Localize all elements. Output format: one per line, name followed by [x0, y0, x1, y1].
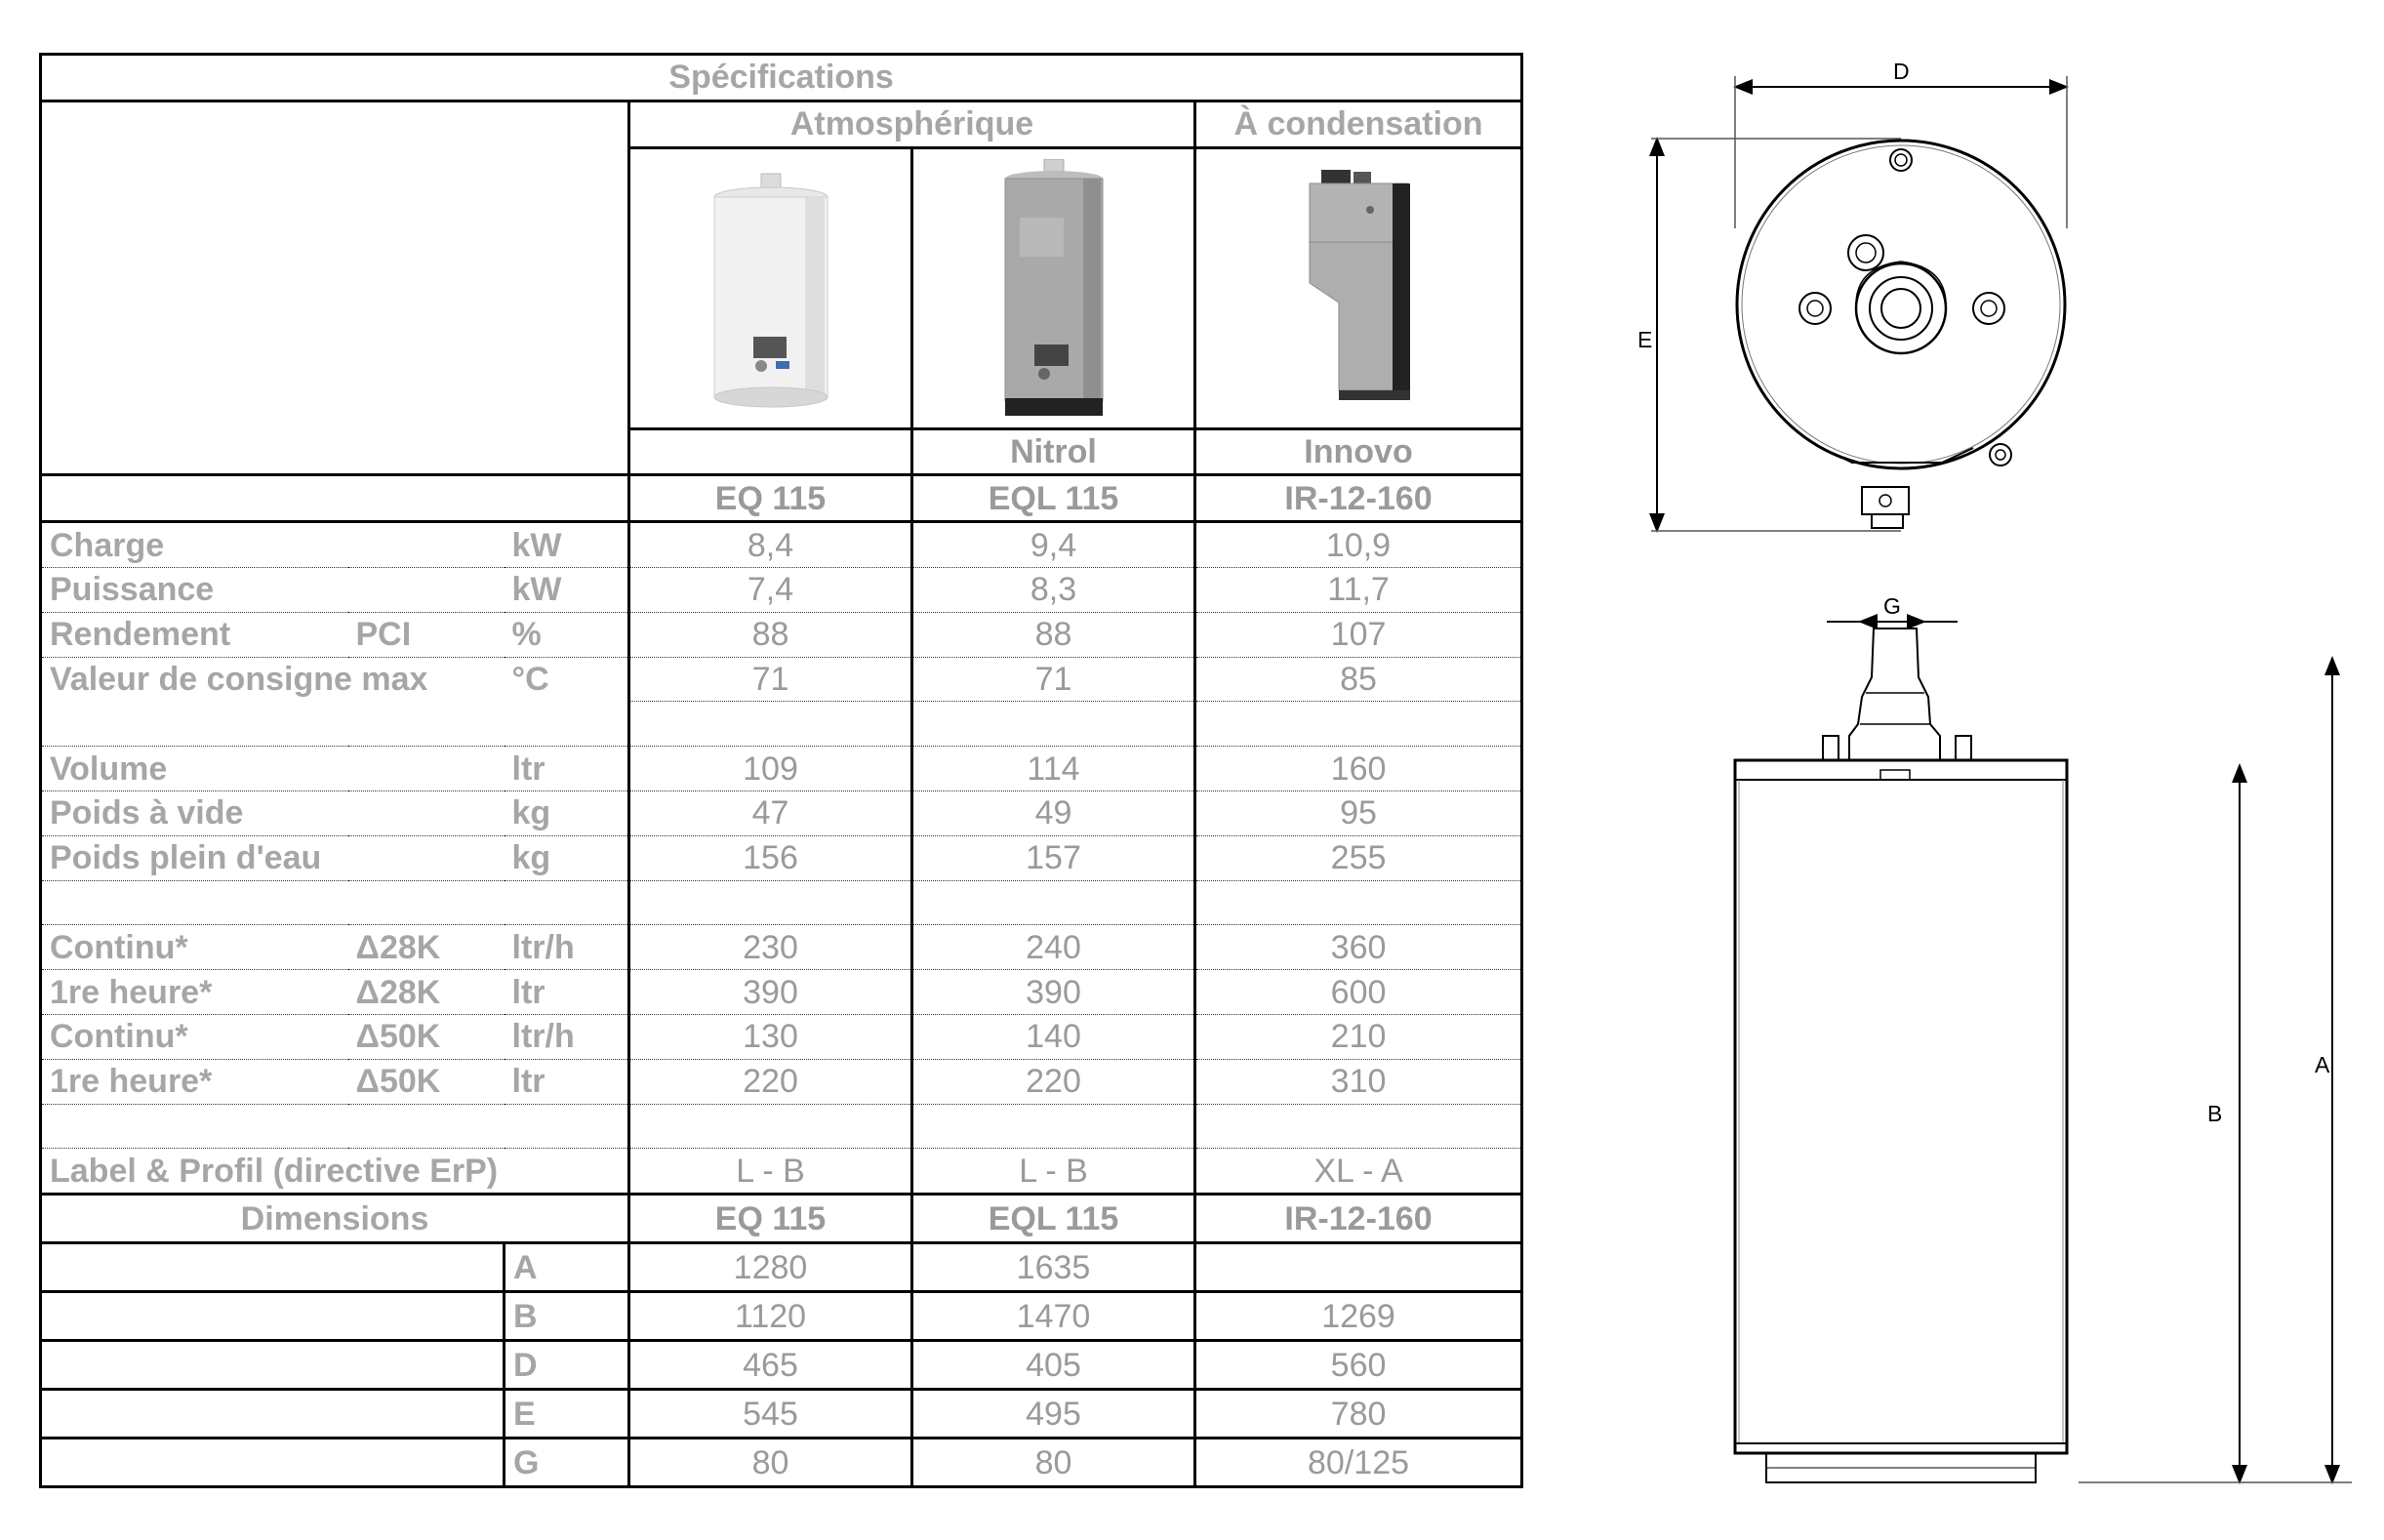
spacer [912, 880, 1195, 925]
row-value: 390 [912, 970, 1195, 1015]
spec-row [41, 612, 1522, 657]
spec-row [41, 1059, 1522, 1104]
specifications-table [39, 53, 1523, 1488]
dim-label-d: D [1893, 59, 1910, 84]
row-label: 1re heure* [41, 1059, 348, 1104]
spacer [41, 1104, 629, 1149]
dim-key: B [505, 1292, 629, 1341]
row-value: 600 [1195, 970, 1522, 1015]
dim-value: 80/125 [1195, 1439, 1522, 1487]
row-label: Puissance [41, 567, 348, 612]
spacer [629, 702, 912, 747]
row-label: Poids à vide [41, 790, 348, 835]
row-sub: PCI [348, 612, 505, 657]
row-value: 230 [629, 925, 912, 970]
brand-eql115: Nitrol [912, 428, 1195, 475]
spec-row [41, 790, 1522, 835]
spec-row [41, 747, 1522, 791]
dimension-row [41, 1390, 1522, 1439]
dim-blank [41, 1390, 505, 1439]
row-value: 114 [912, 747, 1195, 791]
dim-model: EQL 115 [912, 1195, 1195, 1243]
technical-drawings [1610, 53, 2371, 1497]
model-row [41, 475, 1522, 522]
row-label: Charge [41, 522, 348, 568]
label-profile-value: L - B [629, 1149, 912, 1195]
row-value: 130 [629, 1014, 912, 1059]
group-condensing: À condensation [1195, 101, 1522, 147]
product-image-eql115 [912, 147, 1195, 428]
dimension-row [41, 1292, 1522, 1341]
row-value: 220 [912, 1059, 1195, 1104]
dimensions-header-row [41, 1195, 1522, 1243]
label-profile-value: L - B [912, 1149, 1195, 1195]
row-label: Continu* [41, 925, 348, 970]
model-row-label [41, 475, 629, 522]
dimension-row [41, 1439, 1522, 1487]
spacer [912, 702, 1195, 747]
spacer [1195, 702, 1522, 747]
row-value: 11,7 [1195, 567, 1522, 612]
row-value: 360 [1195, 925, 1522, 970]
spacer [1195, 1104, 1522, 1149]
dim-blank [41, 1341, 505, 1390]
row-sub: Δ28K [348, 925, 505, 970]
row-label: Rendement [41, 612, 348, 657]
group-atmospheric: Atmosphérique [629, 101, 1195, 147]
row-value: 47 [629, 790, 912, 835]
label-profile-row [41, 1149, 1522, 1195]
dim-value: 780 [1195, 1390, 1522, 1439]
row-value: 88 [629, 612, 912, 657]
row-value: 71 [629, 657, 912, 702]
dim-value: 545 [629, 1390, 912, 1439]
row-value: 240 [912, 925, 1195, 970]
row-label: Poids plein d'eau [41, 835, 505, 880]
dimension-row [41, 1243, 1522, 1292]
row-value: 310 [1195, 1059, 1522, 1104]
label-profile-value: XL - A [1195, 1149, 1522, 1195]
row-label: Volume [41, 747, 348, 791]
product-image-ir12160 [1195, 147, 1522, 428]
spacer [629, 880, 912, 925]
dim-label-b: B [2207, 1101, 2223, 1126]
row-unit: °C [511, 661, 549, 699]
row-unit: ltr [505, 1059, 629, 1104]
row-unit: % [505, 612, 629, 657]
dim-key: D [505, 1341, 629, 1390]
label-profile-label: Label & Profil (directive ErP) [41, 1149, 629, 1195]
row-label: Continu* [41, 1014, 348, 1059]
dim-blank [41, 1243, 505, 1292]
row-value: 157 [912, 835, 1195, 880]
row-unit: ltr [505, 970, 629, 1015]
spacer [629, 1104, 912, 1149]
model-eq115: EQ 115 [629, 475, 912, 522]
dim-label-a: A [2315, 1052, 2330, 1077]
row-sub [348, 522, 505, 568]
spacer-row [41, 1104, 1522, 1149]
water-heater-grey-image [1000, 159, 1108, 418]
row-value: 8,3 [912, 567, 1195, 612]
row-value: 8,4 [629, 522, 912, 568]
row-value: 88 [912, 612, 1195, 657]
dim-model: EQ 115 [629, 1195, 912, 1243]
model-ir12160: IR-12-160 [1195, 475, 1522, 522]
row-value: 390 [629, 970, 912, 1015]
dim-key: A [505, 1243, 629, 1292]
water-heater-condensing-image [1300, 166, 1417, 410]
brand-ir12160: Innovo [1195, 428, 1522, 475]
row-unit: kW [505, 567, 629, 612]
row-sub: Δ50K [348, 1014, 505, 1059]
dim-value: 1120 [629, 1292, 912, 1341]
row-unit: ltr/h [505, 1014, 629, 1059]
dim-value [1195, 1243, 1522, 1292]
spacer-row [41, 880, 1522, 925]
dim-value: 1269 [1195, 1292, 1522, 1341]
row-label: Valeur de consigne max [50, 661, 428, 699]
row-value: 156 [629, 835, 912, 880]
row-value: 140 [912, 1014, 1195, 1059]
row-value: 10,9 [1195, 522, 1522, 568]
dim-model: IR-12-160 [1195, 1195, 1522, 1243]
row-unit: kg [505, 790, 629, 835]
dim-value: 495 [912, 1390, 1195, 1439]
spec-row [41, 925, 1522, 970]
top-view-drawing [1637, 59, 2067, 531]
spec-row [41, 970, 1522, 1015]
row-value: 109 [629, 747, 912, 791]
row-value: 7,4 [629, 567, 912, 612]
spec-row [41, 657, 1522, 702]
dim-key: G [513, 1443, 540, 1481]
row-value: 160 [1195, 747, 1522, 791]
dim-value: 1470 [912, 1292, 1195, 1341]
dim-value: 405 [912, 1341, 1195, 1390]
spacer-row [41, 702, 1522, 747]
brand-eq115 [629, 428, 912, 475]
spec-row [41, 522, 1522, 568]
title-row [41, 55, 1522, 101]
table-title: Spécifications [41, 55, 1522, 101]
row-sub [348, 790, 505, 835]
spec-row [41, 1014, 1522, 1059]
row-value: 9,4 [912, 522, 1195, 568]
dim-value: 1280 [629, 1243, 912, 1292]
spacer [912, 1104, 1195, 1149]
dimensions-title: Dimensions [41, 1195, 629, 1243]
row-value: 255 [1195, 835, 1522, 880]
side-view-drawing [1735, 593, 2352, 1482]
dim-label-g: G [1883, 593, 1901, 619]
dim-value: 465 [629, 1341, 912, 1390]
row-unit: kg [505, 835, 629, 880]
row-value: 71 [912, 657, 1195, 702]
dim-value: 80 [912, 1439, 1195, 1487]
row-label: 1re heure* [41, 970, 348, 1015]
row-sub: Δ28K [348, 970, 505, 1015]
row-sub [348, 747, 505, 791]
empty-corner [41, 101, 629, 475]
dim-value: 560 [1195, 1341, 1522, 1390]
row-value: 220 [629, 1059, 912, 1104]
water-heater-white-image [712, 166, 829, 410]
spacer [41, 702, 629, 747]
spec-row [41, 567, 1522, 612]
row-value: 95 [1195, 790, 1522, 835]
row-unit: kW [505, 522, 629, 568]
row-sub [348, 567, 505, 612]
dim-value: 1635 [912, 1243, 1195, 1292]
row-value: 85 [1195, 657, 1522, 702]
dim-label-e: E [1637, 327, 1653, 352]
product-image-eq115 [629, 147, 912, 428]
spacer [41, 880, 629, 925]
dim-blank [41, 1439, 505, 1487]
row-unit: ltr [505, 747, 629, 791]
dim-value: 80 [629, 1439, 912, 1487]
row-value: 210 [1195, 1014, 1522, 1059]
spacer [1195, 880, 1522, 925]
row-sub: Δ50K [348, 1059, 505, 1104]
group-row [41, 101, 1522, 147]
dim-blank [41, 1292, 505, 1341]
model-eql115: EQL 115 [912, 475, 1195, 522]
row-unit: ltr/h [505, 925, 629, 970]
spec-row [41, 835, 1522, 880]
row-value: 107 [1195, 612, 1522, 657]
row-value: 49 [912, 790, 1195, 835]
dim-key: E [505, 1390, 629, 1439]
dimension-row [41, 1341, 1522, 1390]
